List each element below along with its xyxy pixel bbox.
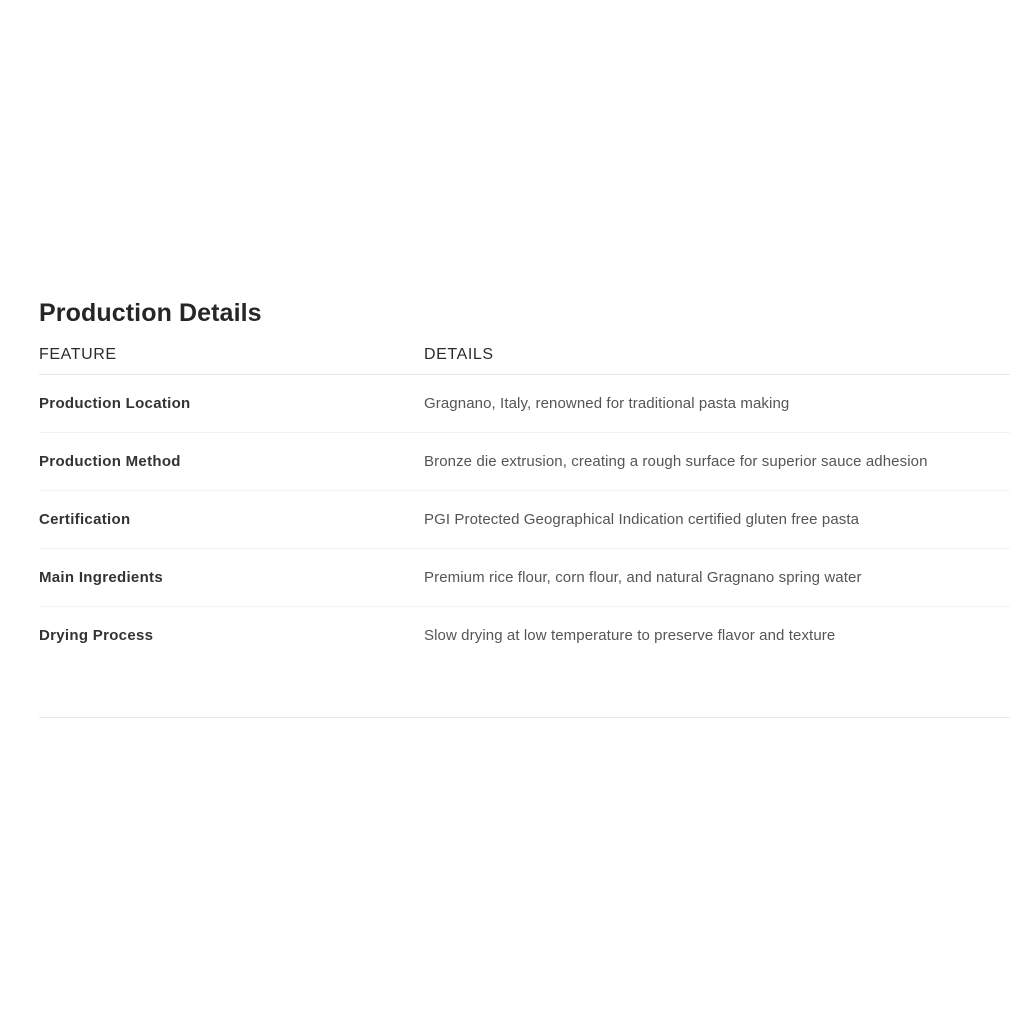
table-body: [39, 375, 1010, 665]
feature-cell: Certification: [39, 491, 424, 549]
table-row: [39, 433, 1010, 491]
value-cell: Gragnano, Italy, renowned for traditional pasta making: [424, 375, 1010, 433]
section-title: Production Details: [39, 299, 262, 327]
table-row: [39, 549, 1010, 607]
feature-cell: Production Location: [39, 375, 424, 433]
value-cell: PGI Protected Geographical Indication certified gluten free pasta: [424, 491, 1010, 549]
table-header: [39, 340, 1010, 375]
value-cell: Premium rice flour, corn flour, and natural Gragnano spring water: [424, 549, 1010, 607]
value-cell: Slow drying at low temperature to preserve flavor and texture: [424, 627, 836, 644]
table-row: [39, 607, 1010, 665]
feature-cell: Drying Process: [39, 627, 154, 644]
production-details-section: [39, 298, 1010, 664]
table-header-row: [39, 340, 1010, 375]
value-cell: Bronze die extrusion, creating a rough surface for superior sauce adhesion: [424, 433, 1010, 491]
column-header-details: DETAILS: [424, 340, 1010, 375]
table-row: [39, 375, 1010, 433]
production-details-table: [39, 340, 1010, 664]
table-row: [39, 491, 1010, 549]
section-divider: [39, 717, 1010, 718]
feature-cell: Main Ingredients: [39, 549, 424, 607]
column-header-feature: FEATURE: [39, 340, 424, 375]
feature-cell: Production Method: [39, 433, 424, 491]
